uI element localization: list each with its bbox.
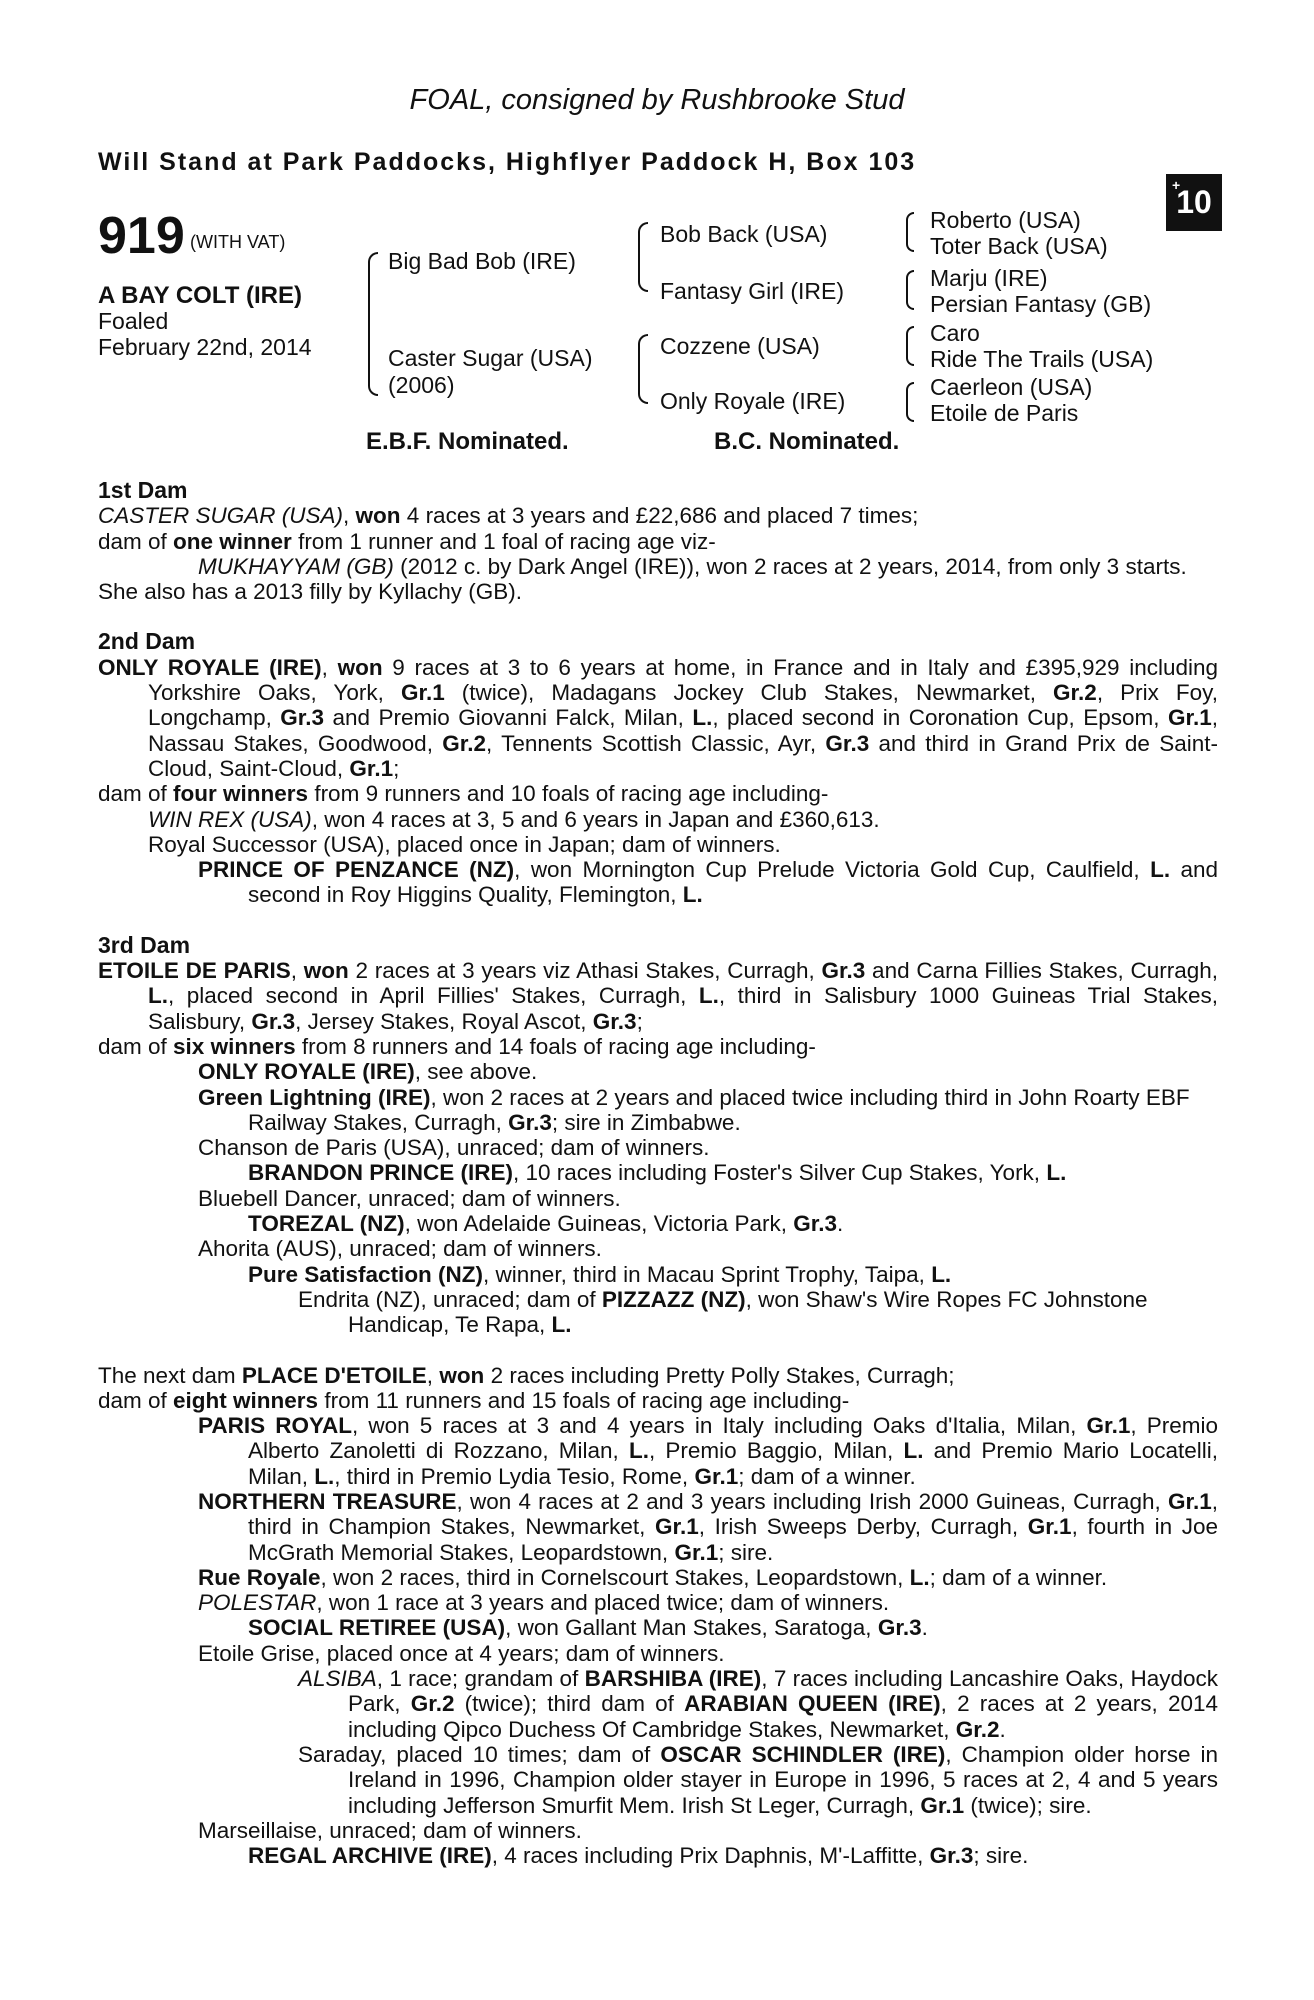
grade: L. (628, 1438, 649, 1464)
progeny-text: Saraday, placed 10 times; dam of (298, 1741, 661, 1767)
progeny-text: , 1 race; grandam of (376, 1666, 585, 1692)
progeny-text: , 4 races including Prix Daphnis, M'-Laffitte, (491, 1843, 930, 1869)
progeny-text: , won Adelaide Guineas, Victoria Park, (404, 1211, 794, 1237)
dam1-dam-of-post: from 1 runner and 1 foal of racing age viz- (291, 528, 716, 554)
pedigree-bracket-3c (906, 326, 914, 366)
dam3-progeny-5: Bluebell Dancer, unraced; dam of winners. (198, 1185, 621, 1211)
dam1-won: won (355, 503, 401, 529)
progeny-text: (twice); third dam of (454, 1691, 685, 1717)
progeny-text: , Champion older horse in Ireland in 1996, Champion older stayer in Europe in 1996, 5 races at 2, 4 and 5 years including Jefferson Smurfit Mem. Irish St Leger, Curragh, (348, 1741, 1219, 1818)
dam-dam: Only Royale (IRE) (660, 388, 846, 414)
next-progeny-7 (98, 1666, 1218, 1742)
grade: Gr.1 (920, 1792, 965, 1818)
grade: Gr.3 (825, 730, 870, 756)
grade: Gr.1 (1167, 705, 1212, 731)
dam2-progeny-3 (98, 857, 1218, 908)
dam2-progeny-2: Royal Successor (USA), placed once in Japan; dam of winners. (148, 831, 781, 857)
next-dam (98, 1363, 1218, 1388)
progeny-text: , won 5 races at 3 and 4 years in Italy including Oaks d'Italia, Milan, (351, 1413, 1087, 1439)
pedigree-bracket-3d (906, 382, 914, 422)
foaled-label: Foaled (98, 308, 169, 334)
next-progeny-10 (98, 1843, 1218, 1868)
grade: Gr.2 (410, 1691, 455, 1717)
grade: L. (692, 705, 713, 731)
grade: L. (903, 1438, 924, 1464)
dam1-progeny-1-name: MUKHAYYAM (GB) (198, 553, 394, 579)
ss-dam: Toter Back (USA) (930, 233, 1108, 259)
progeny-name: PIZZAZZ (NZ) (601, 1286, 746, 1312)
progeny-text: , Irish Sweeps Derby, Curragh, (698, 1514, 1028, 1540)
progeny-text: and Premio Mario Locatelli, Milan, (248, 1438, 1218, 1489)
dam: Caster Sugar (USA) (388, 345, 593, 371)
dam2-winners: four winners (173, 781, 309, 807)
dam3-progeny-6 (98, 1211, 1218, 1236)
progeny-text: , won 2 races at 2 years and placed twice including third in John Roarty EBF Railway Stakes, Curragh, (248, 1084, 1190, 1135)
progeny-text: , won 4 races at 3, 5 and 6 years in Japan and £360,613. (311, 806, 880, 832)
pedigree-bracket-2b (638, 334, 648, 404)
dam2-text: 9 races at 3 to 6 years at home, in France and in Italy and £395,929 including Yorkshire Oaks, York, (148, 654, 1219, 706)
grade: Gr.2 (955, 1716, 1000, 1742)
dam2-progeny-1 (98, 807, 1218, 832)
dam2-won: won (337, 654, 383, 680)
dam-year: (2006) (388, 372, 455, 398)
progeny-name: BRANDON PRINCE (IRE) (248, 1160, 514, 1186)
grade: Gr.3 (251, 1008, 296, 1034)
grade: Gr.1 (349, 755, 394, 781)
progeny-name: NORTHERN TREASURE (198, 1488, 457, 1514)
dam1-record-text: 4 races at 3 years and £22,686 and placed 7 times; (400, 503, 919, 529)
dam3-text: , placed second in April Fillies' Stakes, Curragh, (168, 983, 699, 1009)
pedigree-bracket-3a (906, 212, 914, 252)
grade: L. (314, 1463, 335, 1489)
next-progeny-6: Etoile Grise, placed once at 4 years; dam of winners. (198, 1640, 725, 1666)
dam2-text: , Nassau Stakes, Goodwood, (148, 705, 1218, 756)
next-progeny-8 (98, 1742, 1218, 1818)
grade: L. (682, 882, 703, 908)
progeny-text: , 10 races including Foster's Silver Cup Stakes, York, (513, 1160, 1047, 1186)
sd-dam: Persian Fantasy (GB) (930, 291, 1152, 317)
dam3-winners: six winners (173, 1033, 296, 1059)
dam2-text: ; (393, 755, 400, 781)
next-progeny-1 (98, 1413, 1218, 1489)
progeny-name: REGAL ARCHIVE (IRE) (248, 1843, 492, 1869)
grade: Gr.3 (592, 1008, 637, 1034)
ebf-nominated: E.B.F. Nominated. (366, 428, 569, 455)
dam1-progeny-1 (98, 554, 1218, 579)
vat-label: (WITH VAT) (190, 232, 286, 252)
grade: L. (1150, 857, 1171, 883)
progeny-text: ; sire in Zimbabwe. (551, 1109, 741, 1135)
grade: L. (551, 1312, 572, 1338)
progeny-text: , winner, third in Macau Sprint Trophy, Taipa, (483, 1261, 932, 1287)
dam3-dam-of-post: from 8 runners and 14 foals of racing age including- (295, 1033, 816, 1059)
dam3-progeny-8 (98, 1262, 1218, 1287)
progeny-text: ; dam of a winner. (738, 1463, 916, 1489)
dam2-dam-of (98, 781, 1218, 806)
progeny-text: , third in Champion Stakes, Newmarket, (248, 1488, 1218, 1540)
grade: Gr.3 (929, 1843, 974, 1869)
dam3-won: won (303, 958, 349, 984)
dam3-text: 2 races at 3 years viz Athasi Stakes, Curragh, (348, 958, 822, 984)
grade: Gr.3 (793, 1211, 837, 1237)
grade: L. (698, 983, 719, 1009)
next-dam-of (98, 1388, 1218, 1413)
dam2-text: , Tennents Scottish Classic, Ayr, (486, 730, 826, 756)
pedigree-bracket-3b (906, 270, 914, 310)
dam3-text: and Carna Fillies Stakes, Curragh, (865, 958, 1218, 984)
badge-mark: + (1172, 177, 1181, 193)
catalogue-body (98, 478, 1218, 1868)
progeny-text: ; dam of a winner. (929, 1564, 1108, 1590)
progeny-name: TOREZAL (NZ) (248, 1211, 405, 1237)
progeny-name: ARABIAN QUEEN (IRE) (684, 1691, 941, 1717)
next-progeny-4 (98, 1590, 1218, 1615)
dam2-record: ONLY ROYALE (IRE), won 9 races at 3 to 6 years at home, in France and in Italy and £395,929 including Yorkshire Oaks, York, Gr.1 (twice), Madagans Jockey Club Stakes, Newmarket, Gr.2, Prix Foy, Longchamp, Gr.3 and Premio Giovanni Falck, Milan, L., placed second in Coronation Cup, Epsom, Gr.1, Nassau Stakes, Goodwood, Gr.2, Tennents Scottish Classic, Ayr, Gr.3 and third in Grand Prix de Saint-Cloud, Saint-Cloud, Gr.1; (98, 654, 1219, 781)
progeny-text: , won Shaw's Wire Ropes FC Johnstone Handicap, Te Rapa, (348, 1286, 1148, 1338)
dam1-heading: 1st Dam (98, 477, 188, 503)
progeny-name: Pure Satisfaction (NZ) (248, 1261, 484, 1287)
dam1-progeny-1-text: (2012 c. by Dark Angel (IRE)), won 2 races at 2 years, 2014, from only 3 starts. (393, 553, 1187, 579)
sd-sire: Marju (IRE) (930, 265, 1048, 291)
dam3-dam-of-pre: dam of (98, 1033, 174, 1059)
progeny-name: SOCIAL RETIREE (USA) (248, 1615, 506, 1641)
next-progeny-5 (98, 1615, 1218, 1640)
dam3-progeny-2 (98, 1085, 1218, 1136)
grade: Gr.1 (694, 1463, 739, 1489)
progeny-name: PARIS ROYAL (198, 1413, 352, 1439)
bc-nominated: B.C. Nominated. (714, 428, 900, 455)
dam3-progeny-7: Ahorita (AUS), unraced; dam of winners. (198, 1236, 602, 1262)
grade: Gr.1 (674, 1539, 719, 1565)
progeny-text: , fourth in Joe McGrath Memorial Stakes, Leopardstown, (248, 1514, 1218, 1565)
progeny-text: . (837, 1211, 844, 1237)
grade: Gr.3 (877, 1615, 922, 1641)
progeny-text: , see above. (414, 1059, 538, 1085)
progeny-text: , 7 races including Lancashire Oaks, Haydock Park, (348, 1666, 1218, 1717)
progeny-text: . (921, 1615, 928, 1641)
dam1-dam-of-pre: dam of (98, 528, 174, 554)
dam3-record: ETOILE DE PARIS, won 2 races at 3 years viz Athasi Stakes, Curragh, Gr.3 and Carna Fillies Stakes, Curragh, L., placed second in April Fillies' Stakes, Curragh, L., third in Salisbury 1000 Guineas Trial Stakes, Salisbury, Gr.3, Jersey Stakes, Royal Ascot, Gr.3; (98, 958, 1218, 1034)
progeny-text: (twice); sire. (964, 1792, 1092, 1818)
stand-location: Will Stand at Park Paddocks, Highflyer Paddock H, Box 103 (98, 148, 917, 176)
grade: Gr.2 (1053, 680, 1097, 706)
next-winners: eight winners (173, 1387, 319, 1413)
progeny-text: , Premio Alberto Zanoletti di Rozzano, Milan, (248, 1413, 1219, 1464)
grade: L. (148, 983, 168, 1009)
dam3-text: ; (636, 1008, 643, 1034)
ds-sire: Caro (930, 320, 980, 346)
progeny-name: Green Lightning (IRE) (198, 1084, 431, 1110)
next-sep: , (426, 1362, 440, 1388)
next-dam-of-pre: dam of (98, 1387, 174, 1413)
dam2-dam-of-pre: dam of (98, 781, 174, 807)
dam3-progeny-3: Chanson de Paris (USA), unraced; dam of winners. (198, 1135, 710, 1161)
progeny-name: OSCAR SCHINDLER (IRE) (660, 1741, 946, 1767)
next-progeny-3 (98, 1565, 1218, 1590)
dam3-text: , third in Salisbury 1000 Guineas Trial Stakes, Salisbury, (148, 983, 1218, 1034)
ss-sire: Roberto (USA) (930, 207, 1081, 233)
dam2-text: and Premio Giovanni Falck, Milan, (324, 705, 693, 731)
dam1-record: CASTER SUGAR (USA), won 4 races at 3 years and £22,686 and placed 7 times; (98, 503, 919, 529)
dd-sire: Caerleon (USA) (930, 374, 1093, 400)
progeny-name: WIN REX (USA) (148, 806, 312, 832)
badge-number: 10 (1176, 184, 1212, 220)
dam1-dam-of (98, 529, 1218, 554)
dam2-text: and third in Grand Prix de Saint-Cloud, Saint-Cloud, (148, 730, 1218, 781)
dam3-heading: 3rd Dam (98, 931, 191, 958)
lot-description: A BAY COLT (IRE) (98, 282, 303, 309)
progeny-text: , third in Premio Lydia Tesio, Rome, (334, 1463, 695, 1489)
grade: Gr.1 (1167, 1488, 1212, 1514)
next-won: won (439, 1362, 485, 1388)
progeny-name: ONLY ROYALE (IRE) (198, 1059, 415, 1085)
grade: L. (1046, 1160, 1067, 1186)
grade: Gr.1 (400, 680, 445, 706)
grade: Gr.1 (654, 1514, 699, 1540)
dam3-progeny-1 (148, 1059, 1218, 1084)
progeny-text: , won Mornington Cup Prelude Victoria Gold Cup, Caulfield, (514, 857, 1151, 883)
grade: L. (931, 1261, 952, 1287)
grade: Gr.2 (442, 730, 486, 756)
dam3-name: ETOILE DE PARIS (98, 958, 291, 984)
lot-number: 919 (98, 207, 185, 265)
pedigree-bracket-1 (368, 252, 378, 396)
grade: Gr.3 (280, 705, 325, 731)
dam2-name: ONLY ROYALE (IRE) (98, 654, 322, 680)
next-progeny-2 (98, 1489, 1218, 1565)
dam1-winners: one winner (173, 528, 292, 554)
grade: Gr.1 (1086, 1413, 1131, 1439)
progeny-text: , won 2 races, third in Cornelscourt Stakes, Leopardstown, (320, 1564, 910, 1590)
dam2-heading: 2nd Dam (98, 628, 196, 655)
dam3-progeny-4 (98, 1160, 1218, 1185)
pedigree-bracket-2a (638, 222, 648, 292)
next-text: 2 races including Pretty Polly Stakes, Curragh; (484, 1362, 955, 1388)
dam3-dam-of (98, 1034, 1218, 1059)
next-intro: The next dam (98, 1362, 242, 1388)
progeny-name: POLESTAR (198, 1590, 317, 1616)
dam2-text: , placed second in Coronation Cup, Epsom, (712, 705, 1168, 731)
dam3-text: , Jersey Stakes, Royal Ascot, (295, 1008, 593, 1034)
grade: Gr.3 (821, 958, 866, 984)
next-dam-name: PLACE D'ETOILE (241, 1362, 427, 1388)
page-title: FOAL, consigned by Rushbrooke Stud (409, 84, 905, 116)
dam2-dam-of-post: from 9 runners and 10 foals of racing age including- (308, 781, 829, 807)
progeny-text: ; sire. (718, 1539, 774, 1565)
progeny-name: Rue Royale (198, 1564, 321, 1590)
grade: Gr.1 (1027, 1514, 1072, 1540)
progeny-text: , won 4 races at 2 and 3 years including Irish 2000 Guineas, Curragh, (456, 1488, 1168, 1514)
progeny-text: ; sire. (973, 1843, 1029, 1869)
foaled-date: February 22nd, 2014 (98, 334, 312, 360)
next-progeny-9: Marseillaise, unraced; dam of winners. (198, 1817, 582, 1843)
grade: L. (909, 1564, 930, 1590)
ds-dam: Ride The Trails (USA) (930, 346, 1154, 372)
progeny-text: . (999, 1716, 1006, 1742)
progeny-text: , Premio Baggio, Milan, (648, 1438, 904, 1464)
progeny-text: , won 1 race at 3 years and placed twice; dam of winners. (316, 1590, 890, 1616)
sire: Big Bad Bob (IRE) (388, 248, 576, 274)
progeny-text: , 2 races at 2 years, 2014 including Qipco Duchess Of Cambridge Stakes, Newmarket, (348, 1691, 1218, 1742)
grade: Gr.3 (508, 1109, 552, 1135)
progeny-text: and second in Roy Higgins Quality, Flemington, (248, 857, 1219, 908)
next-dam-of-post: from 11 runners and 15 foals of racing age including- (318, 1387, 850, 1413)
progeny-name: PRINCE OF PENZANCE (NZ) (198, 857, 515, 883)
progeny-text: Endrita (NZ), unraced; dam of (298, 1286, 602, 1312)
dam3-progeny-9 (98, 1287, 1218, 1338)
progeny-name: ALSIBA (298, 1666, 377, 1692)
dam2-text: (twice), Madagans Jockey Club Stakes, Newmarket, (444, 680, 1054, 706)
dam1-name: CASTER SUGAR (USA) (98, 503, 344, 529)
progeny-name: BARSHIBA (IRE) (584, 1666, 762, 1692)
dam-sire: Cozzene (USA) (660, 333, 820, 359)
dam1-also: She also has a 2013 filly by Kyllachy (GB). (98, 579, 522, 605)
progeny-text: , won Gallant Man Stakes, Saratoga, (505, 1615, 878, 1641)
sire-dam: Fantasy Girl (IRE) (660, 278, 845, 304)
dam2-text: , Prix Foy, Longchamp, (148, 680, 1219, 731)
sire-sire: Bob Back (USA) (660, 221, 828, 247)
dd-dam: Etoile de Paris (930, 400, 1079, 426)
lot-badge (1166, 174, 1222, 231)
